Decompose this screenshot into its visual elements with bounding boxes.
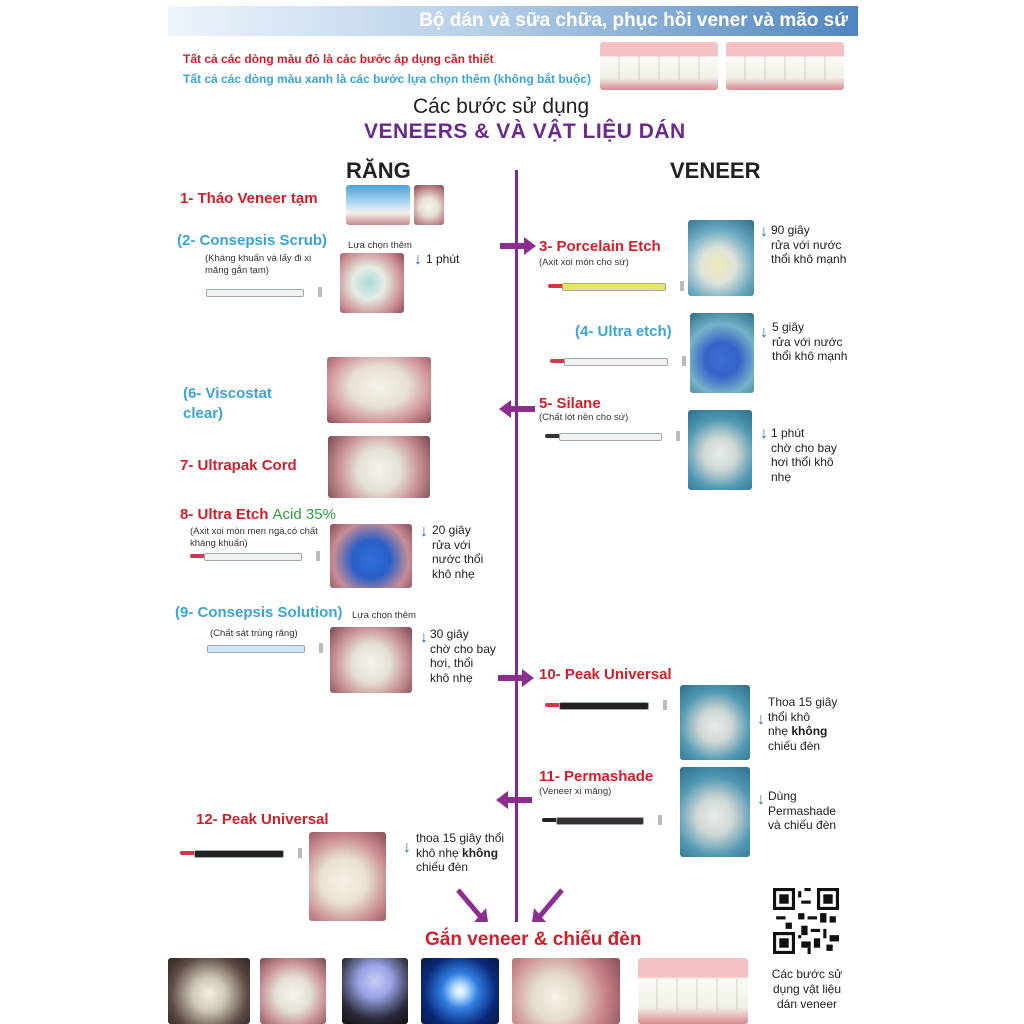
step11-title: 11- Permashade [539,768,654,785]
step5-desc: 1 phút chờ cho bay hơi thổi khô nhẹ [771,426,837,484]
bottom-curing-light-image [421,958,499,1024]
step1-image-a [346,185,410,225]
step2-sub: (Kháng khuẩn và lấy đi xi măng gắn tạm) [205,253,312,276]
step3-image [688,220,754,296]
step9-title: (9- Consepsis Solution) [175,604,343,621]
bottom-image-5 [512,958,620,1024]
step5-syringe [545,431,680,441]
qr-code-icon [773,888,839,954]
step2-syringe [192,287,322,297]
banner-title: Bộ dán và sữa chữa, phục hồi vener và mão sứ [419,10,848,31]
step9-syringe [193,643,323,653]
step3-down-arrow-icon: ↓ [760,223,768,240]
final-title: Gắn veneer & chiếu đèn [425,929,642,950]
step12-desc: thoa 15 giây thổi khô nhẹ không chiếu đèn [416,831,505,874]
heading-line1: Các bước sử dụng [413,95,590,118]
step8-syringe [190,551,320,561]
step5-image [688,410,752,490]
bottom-image-6 [638,958,748,1024]
step2-image [340,253,404,313]
step6-title: (6- Viscostat clear) [183,385,272,422]
step10-desc: Thoa 15 giây thổi khô nhẹ không chiếu đèn [768,695,838,753]
step11-sub: (Veneer xi măng) [539,786,612,797]
step5-down-arrow-icon: ↓ [760,425,768,442]
bottom-image-1 [168,958,250,1024]
step10-title: 10- Peak Universal [539,666,672,683]
step9-image [330,627,412,693]
step11-image [680,767,750,857]
step5-sub: (Chất lót nền cho sứ) [539,412,629,423]
step7-image [328,436,430,498]
column-left-title: RĂNG [346,158,411,183]
step1-title: 1- Tháo Veneer tạm [180,190,318,207]
bottom-image-3 [342,958,408,1024]
step4-title: (4- Ultra etch) [575,323,672,340]
step8-image [330,524,412,588]
step3-syringe [548,281,684,291]
red-note: Tất cả các dòng màu đỏ là các bước áp dụng cần thiết [183,52,494,66]
step12-image [309,832,386,921]
step9-desc: 30 giây chờ cho bay hơi, thổi khô nhẹ [430,627,496,685]
arrow-right-icon [500,243,524,249]
step9-option: Lựa chọn thêm [352,610,416,621]
step4-syringe [550,356,686,366]
step7-title: 7- Ultrapak Cord [180,457,297,474]
header-teeth-before-image [600,42,718,90]
step8-title: 8- Ultra Etch Acid 35% [180,506,336,523]
blue-note: Tất cả các dòng màu xanh là các bước lựa chọn thêm (không bắt buộc) [183,72,591,86]
step2-option: Lựa chọn thêm [348,240,412,251]
step3-sub: (Axit xoi mòn cho sứ) [539,257,629,268]
step4-image [690,313,754,393]
step2-desc: 1 phút [426,252,460,266]
step11-desc: Dùng Permashade và chiếu đèn [768,789,837,832]
step10-syringe [545,700,667,710]
step5-title: 5- Silane [539,395,601,412]
step10-image [680,685,750,760]
step10-down-arrow-icon: ↓ [757,711,765,728]
step6-image [327,357,431,423]
title-banner [168,6,858,36]
step9-sub: (Chất sát trùng răng) [210,628,298,639]
step12-down-arrow-icon: ↓ [403,839,411,856]
step4-down-arrow-icon: ↓ [760,324,768,341]
header-teeth-after-image [726,42,844,90]
step2-title: (2- Consepsis Scrub) [177,232,328,249]
step12-title: 12- Peak Universal [196,811,329,828]
step12-syringe [180,848,302,858]
step11-down-arrow-icon: ↓ [757,791,765,808]
qr-caption: Các bước sử dụng vật liệu dán veneer [771,967,843,1011]
column-right-title: VENEER [670,158,761,183]
step8-desc: 20 giây rửa với nước thổi khô nhẹ [432,523,484,581]
arrow-left-icon [511,406,535,412]
converging-arrows-icon [450,884,570,928]
step9-down-arrow-icon: ↓ [420,629,428,646]
center-divider [515,170,518,922]
bottom-image-2 [260,958,326,1024]
heading-line2: VENEERS & VÀ VẬT LIỆU DÁN [364,120,686,143]
step11-syringe [542,815,662,825]
step3-desc: 90 giây rửa với nước thổi khô mạnh [771,223,847,266]
step4-desc: 5 giây rửa với nước thổi khô mạnh [772,320,848,363]
step8-down-arrow-icon: ↓ [420,523,428,540]
step1-image-b [414,185,444,225]
arrow-right-icon [498,675,522,681]
step8-sub: (Axit xoi mòn men ngà,có chất kháng khuẩn) [190,526,318,549]
step2-down-arrow-icon: ↓ [414,251,422,268]
arrow-left-icon [508,797,532,803]
step3-title: 3- Porcelain Etch [539,238,661,255]
